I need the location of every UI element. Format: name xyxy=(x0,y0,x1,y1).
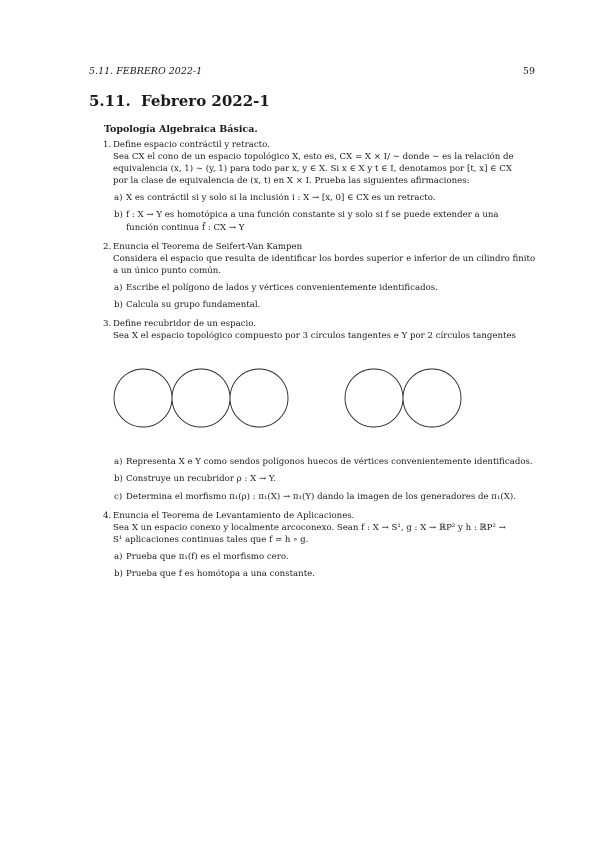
part-line: Prueba que π₁(f) es el morfismo cero. xyxy=(126,551,289,562)
circle xyxy=(345,369,403,427)
space-x-three-circles xyxy=(114,369,288,427)
part-line: Calcula su grupo fundamental. xyxy=(126,300,261,311)
problem-number: 1. xyxy=(103,140,112,150)
space-y-two-circles xyxy=(345,369,461,427)
part-item xyxy=(113,551,536,563)
part-line: f : X → Y es homotópica a una función constante si y solo si f se puede extender a una xyxy=(126,210,499,221)
part-label: a) xyxy=(114,282,123,293)
problem-2 xyxy=(89,241,536,311)
part-line: Prueba que f es homótopa a una constante. xyxy=(126,568,315,579)
problem-line: Enuncia el Teorema de Seifert-Van Kampen xyxy=(113,241,303,252)
problem-number: 2. xyxy=(103,241,112,252)
part-item xyxy=(113,192,536,204)
section-number: 5.11. xyxy=(89,92,131,110)
part-label: c) xyxy=(114,491,123,502)
part-label: a) xyxy=(114,457,123,468)
part-label: b) xyxy=(114,300,123,311)
part-line: Escribe el polígono de lados y vértices convenientemente identificados. xyxy=(126,282,438,293)
part-item xyxy=(113,473,536,485)
part-item xyxy=(113,491,536,503)
part-item xyxy=(113,456,536,468)
part-line: función continua f̃ : CX → Y xyxy=(126,222,245,233)
part-list xyxy=(113,282,536,311)
part-line: Determina el morfismo π₁(ρ) : π₁(X) → π₁(Y) dando la imagen de los generadores de π₁(X). xyxy=(126,491,516,502)
circle xyxy=(403,369,461,427)
part-list xyxy=(113,192,536,233)
part-line: X es contráctil si y solo si la inclusión i : X → [x, 0] ∈ CX es un retracto. xyxy=(126,193,436,204)
part-item xyxy=(113,568,536,580)
problem-number: 3. xyxy=(103,319,112,330)
part-item xyxy=(113,299,536,311)
section-heading xyxy=(89,92,270,110)
circle xyxy=(114,369,172,427)
part-line: Representa X e Y como sendos polígonos huecos de vértices convenientemente identificados. xyxy=(126,457,533,468)
part-label: b) xyxy=(114,210,123,221)
part-item xyxy=(113,282,536,294)
part-label: b) xyxy=(114,474,123,485)
part-item xyxy=(113,209,536,233)
problem-line: por la clase de equivalencia de (x, t) en X × I. Prueba las siguientes afirmaciones: xyxy=(113,176,470,187)
subject-title: Topología Algebraica Básica. xyxy=(104,124,258,135)
section-title: Febrero 2022-1 xyxy=(141,92,270,110)
circle xyxy=(230,369,288,427)
problem-line: equivalencia (x, 1) ∼ (y, 1) para todo par x, y ∈ X. Si x ∈ X y t ∈ I, denotamos por [t, x] ∈ CX xyxy=(113,164,512,175)
problem-line: Enuncia el Teorema de Levantamiento de Aplicaciones. xyxy=(113,510,355,521)
problem-list xyxy=(89,139,536,587)
part-list xyxy=(113,551,536,580)
problem-4 xyxy=(89,510,536,580)
problem-line: S¹ aplicaciones continuas tales que f ≃ h ∘ g. xyxy=(113,534,309,545)
problem-line: Sea X un espacio conexo y localmente arcoconexo. Sean f : X → S¹, g : X → ℝP² y h : ℝP² → xyxy=(113,522,506,533)
part-label: b) xyxy=(114,568,123,579)
problem-line: Sea X el espacio topológico compuesto por 3 círculos tangentes e Y por 2 círculos tangentes xyxy=(113,331,516,342)
part-list xyxy=(113,456,536,502)
part-label: a) xyxy=(114,551,123,562)
problem-line: Considera el espacio que resulta de identificar los bordes superior e inferior de un cilindro finito xyxy=(113,253,536,264)
page-number: 59 xyxy=(522,66,535,77)
running-header xyxy=(89,66,535,77)
problem-line: Sea CX el cono de un espacio topológico X, esto es, CX = X × I/ ∼ donde ∼ es la relación de xyxy=(113,152,514,163)
tangent-circles-figure xyxy=(113,352,536,448)
problem-3 xyxy=(89,318,536,502)
problem-line: Define recubridor de un espacio. xyxy=(113,319,257,330)
problem-line: a un único punto común. xyxy=(113,265,222,276)
circle xyxy=(172,369,230,427)
running-title: 5.11. FEBRERO 2022-1 xyxy=(89,66,203,77)
problem-number: 4. xyxy=(103,510,112,521)
part-line: Construye un recubridor ρ : X → Y. xyxy=(126,474,277,485)
problem-1 xyxy=(89,139,536,234)
problem-line: Define espacio contráctil y retracto. xyxy=(113,140,270,150)
part-label: a) xyxy=(114,193,123,204)
